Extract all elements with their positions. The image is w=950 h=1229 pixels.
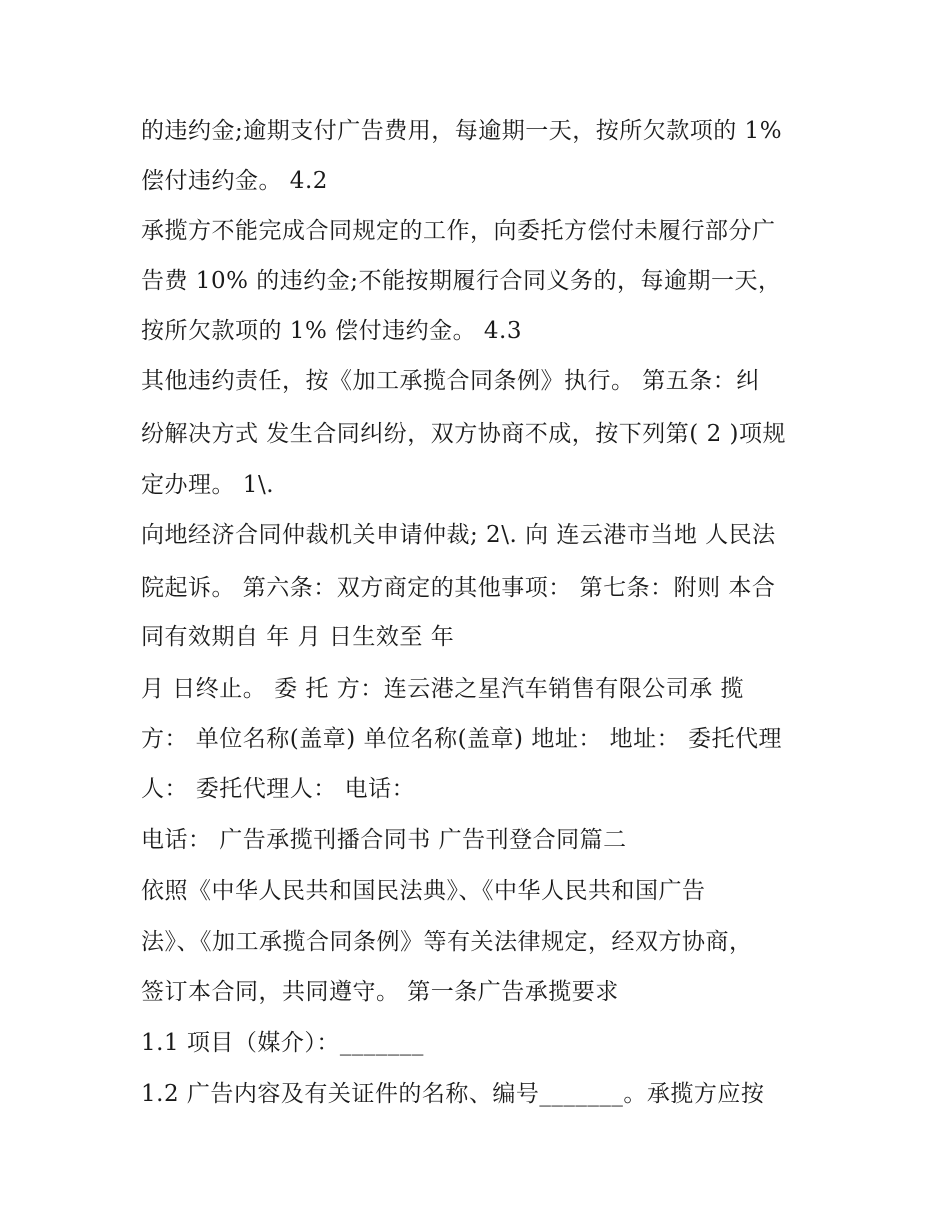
text-line: 法》、《加工承揽合同条例》等有关法律规定，经双方协商，: [141, 929, 753, 955]
text-line: 的违约金;逾期支付广告费用，每逾期一天，按所欠款项的 1%: [141, 118, 783, 144]
text-line: 1.1 项目（媒介）：_______: [141, 1030, 424, 1056]
text-line: 偿付违约金。 4.2: [141, 168, 328, 194]
text-line: 依照《中华人民共和国民法典》、《中华人民共和国广告: [141, 878, 706, 904]
text-line: 纷解决方式 发生合同纠纷，双方协商不成，按下列第( 2 )项规: [141, 421, 787, 447]
text-line: 月 日终止。 委 托 方：连云港之星汽车销售有限公司承 揽: [141, 676, 745, 702]
text-line: 电话： 广告承揽刊播合同书 广告刊登合同篇二: [141, 827, 627, 853]
text-line: 承揽方不能完成合同规定的工作，向委托方偿付未履行部分广: [141, 218, 776, 244]
text-line: 定办理。 1\.: [141, 472, 275, 498]
text-line: 方： 单位名称(盖章) 单位名称(盖章) 地址： 地址： 委托代理: [141, 726, 782, 752]
text-line: 院起诉。 第六条：双方商定的其他事项： 第七条：附则 本合: [141, 575, 776, 601]
text-line: 告费 10% 的违约金;不能按期履行合同义务的，每逾期一天，: [141, 268, 782, 294]
text-line: 签订本合同，共同遵守。 第一条广告承揽要求: [141, 979, 619, 1005]
text-line: 按所欠款项的 1% 偿付违约金。 4.3: [141, 318, 522, 344]
text-line: 其他违约责任，按《加工承揽合同条例》执行。 第五条：纠: [141, 368, 760, 394]
text-line: 人： 委托代理人： 电话：: [141, 776, 416, 802]
text-line: 同有效期自 年 月 日生效至 年: [141, 624, 455, 650]
text-line: 1.2 广告内容及有关证件的名称、编号_______。承揽方应按: [141, 1081, 765, 1107]
text-line: 向地经济合同仲裁机关申请仲裁; 2\. 向 连云港市当地 人民法: [141, 522, 776, 548]
